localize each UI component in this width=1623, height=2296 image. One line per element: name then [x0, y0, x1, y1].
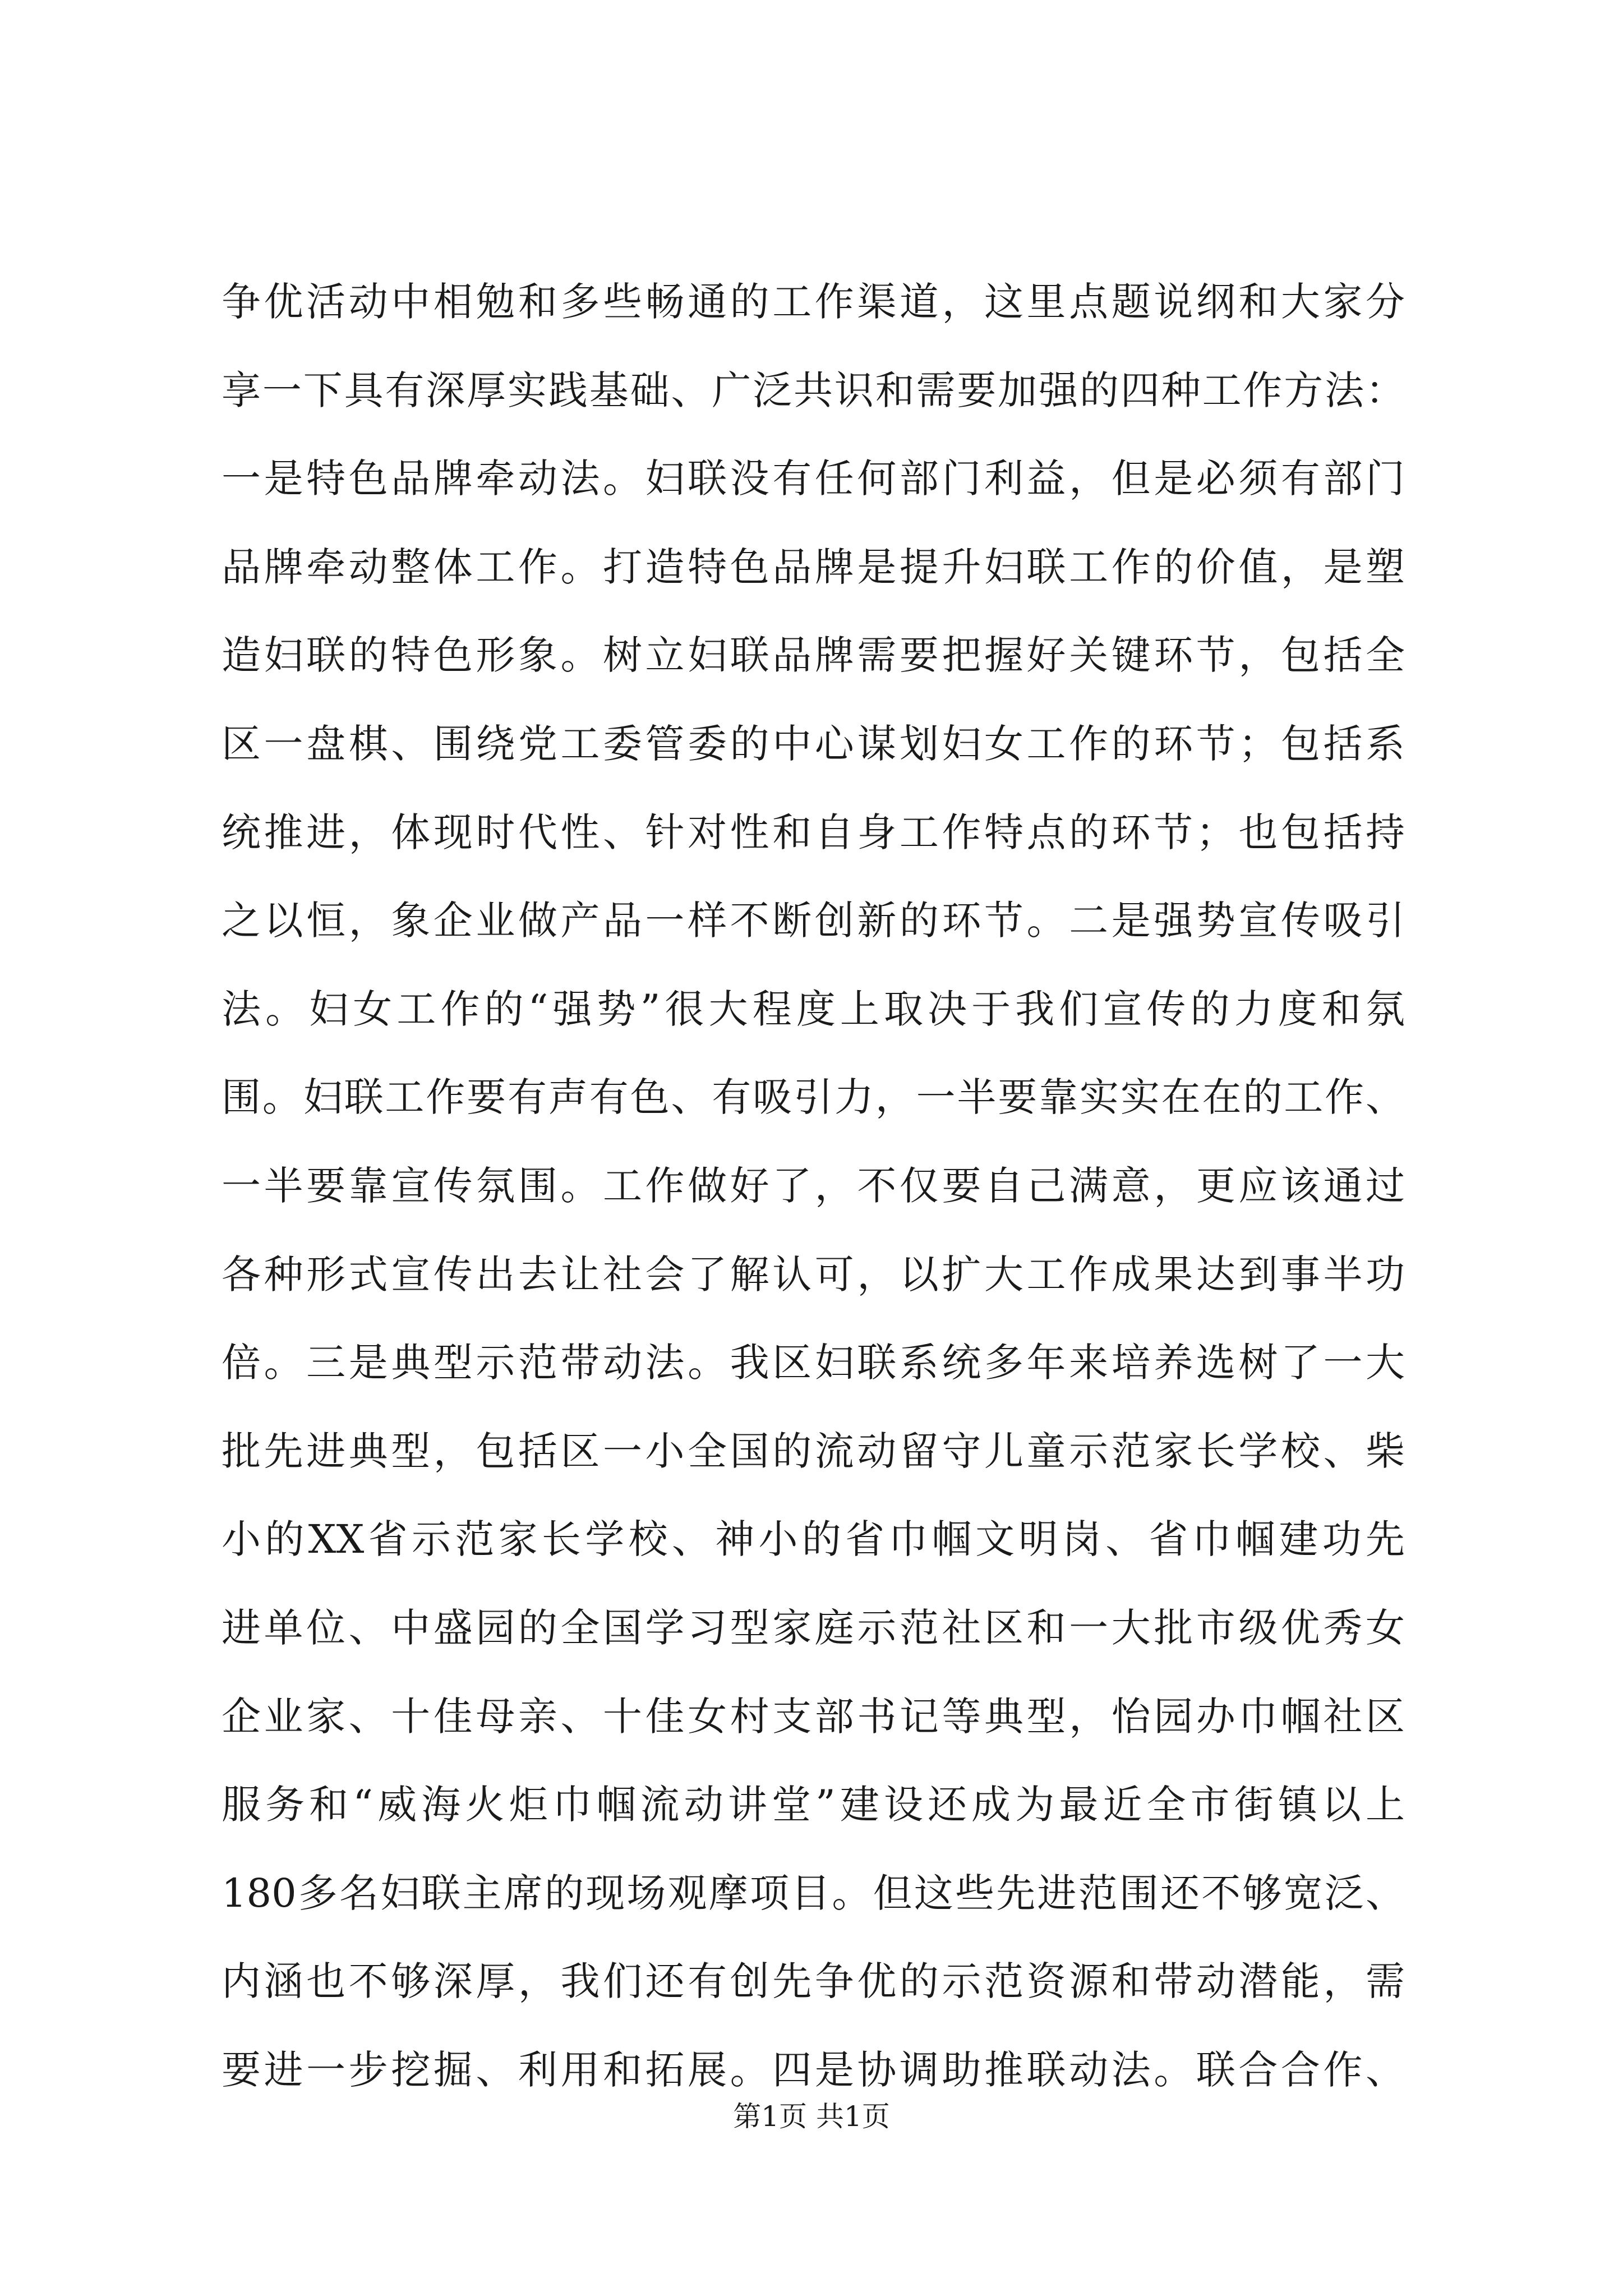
text-line-6: 区一盘棋、围绕党工委管委的中心谋划妇女工作的环节；包括系 — [222, 720, 1405, 767]
text-line-4: 品牌牵动整体工作。打造特色品牌是提升妇联工作的价值，是塑 — [222, 544, 1405, 590]
text-line-15: 小的XX省示范家长学校、神小的省巾帼文明岗、省巾帼建功先 — [222, 1516, 1405, 1563]
text-line-21: 要进一步挖掘、利用和拓展。四是协调助推联动法。联合合作、 — [222, 2046, 1405, 2093]
text-line-5: 造妇联的特色形象。树立妇联品牌需要把握好关键环节，包括全 — [222, 632, 1405, 679]
page-number-footer: 第1页 共1页 — [733, 2100, 890, 2133]
text-line-20: 内涵也不够深厚，我们还有创先争优的示范资源和带动潜能，需 — [222, 1958, 1405, 2005]
text-line-8: 之以恒，象企业做产品一样不断创新的环节。二是强势宣传吸引 — [222, 898, 1405, 944]
text-line-2: 享一下具有深厚实践基础、广泛共识和需要加强的四种工作方法： — [222, 367, 1405, 413]
text-line-17: 企业家、十佳母亲、十佳女村支部书记等典型，怡园办巾帼社区 — [222, 1693, 1405, 1740]
text-line-7: 统推进，体现时代性、针对性和自身工作特点的环节；也包括持 — [222, 809, 1405, 855]
text-line-10: 围。妇联工作要有声有色、有吸引力，一半要靠实实在在的工作、 — [222, 1074, 1405, 1121]
text-line-14: 批先进典型，包括区一小全国的流动留守儿童示范家长学校、柴 — [222, 1428, 1405, 1474]
text-line-19: 180多名妇联主席的现场观摩项目。但这些先进范围还不够宽泛、 — [222, 1870, 1405, 1916]
text-line-18: 服务和“威海火炬巾帼流动讲堂”建设还成为最近全市街镇以上 — [222, 1782, 1405, 1828]
text-line-13: 倍。三是典型示范带动法。我区妇联系统多年来培养选树了一大 — [222, 1340, 1405, 1386]
text-line-9: 法。妇女工作的“强势”很大程度上取决于我们宣传的力度和氛 — [222, 986, 1405, 1032]
body-paragraph — [222, 258, 1405, 2114]
text-line-12: 各种形式宣传出去让社会了解认可，以扩大工作成果达到事半功 — [222, 1251, 1405, 1297]
text-line-16: 进单位、中盛园的全国学习型家庭示范社区和一大批市级优秀女 — [222, 1604, 1405, 1651]
text-line-1: 争优活动中相勉和多些畅通的工作渠道，这里点题说纲和大家分 — [222, 279, 1405, 325]
text-line-11: 一半要靠宣传氛围。工作做好了，不仅要自己满意，更应该通过 — [222, 1162, 1405, 1209]
text-line-3: 一是特色品牌牵动法。妇联没有任何部门利益，但是必须有部门 — [222, 455, 1405, 502]
